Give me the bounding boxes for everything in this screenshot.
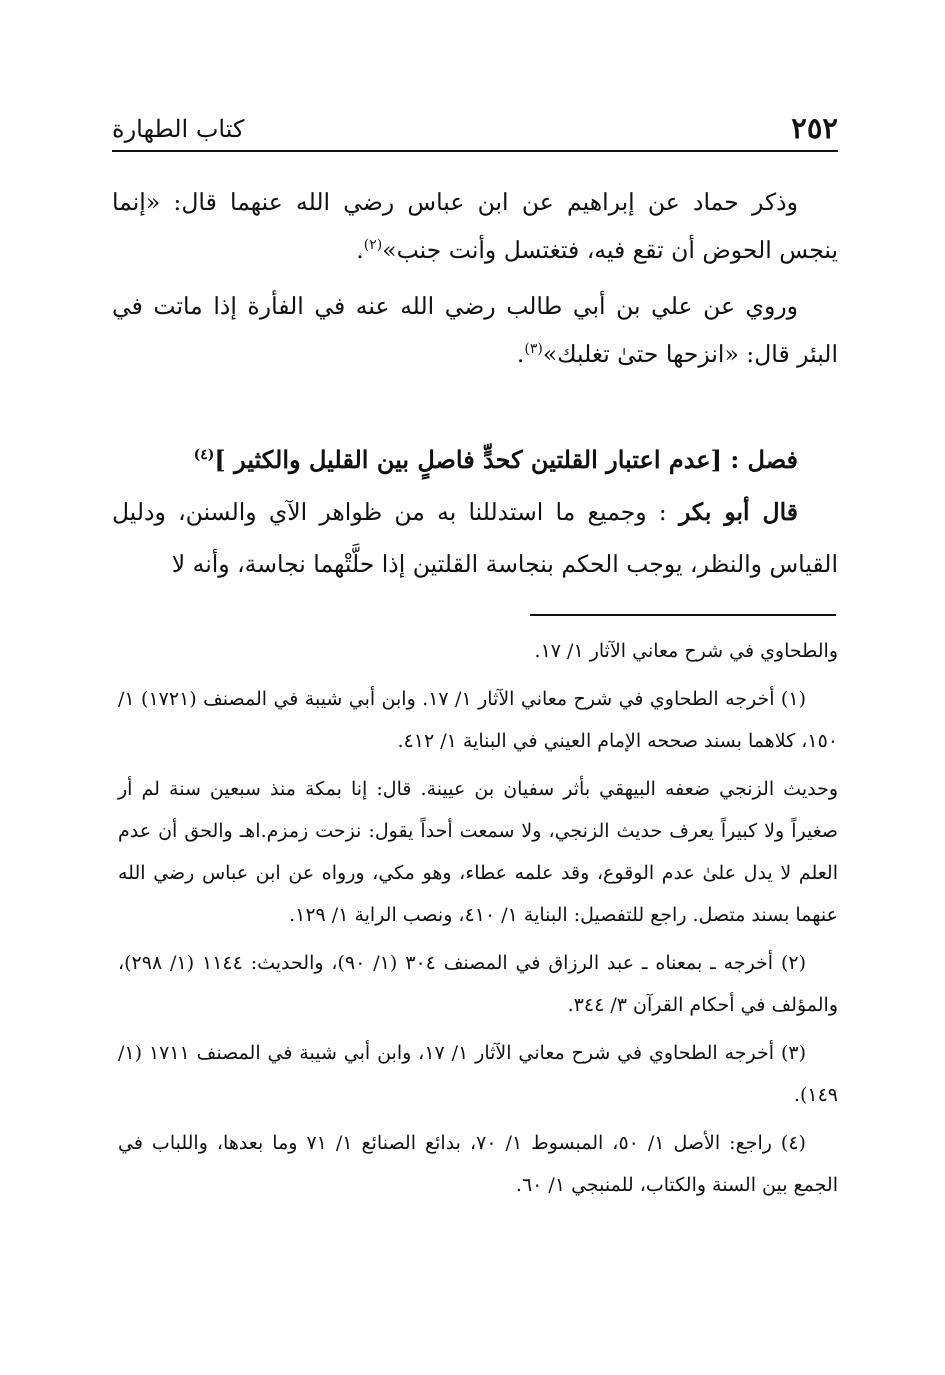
footnote-ref: (٣) [524,341,543,358]
footnote-continuation: والطحاوي في شرح معاني الآثار ١/ ١٧. [534,640,838,662]
section-heading [112,436,838,484]
paragraph-end: . [516,340,525,368]
main-text [112,178,838,378]
footnote-3: (٣) أخرجه الطحاوي في شرح معاني الآثار ١/ ١٧، وابن أبي شيبة في المصنف ١٧١١ (١/ ١٤٩). [118,1042,838,1106]
page-header [112,108,838,152]
paragraph-ali [112,282,838,378]
running-head: كتاب الطهارة [112,115,245,143]
paragraph-text: وروي عن علي بن أبي طالب رضي الله عنه في الفأرة إذا ماتت في البئر قال: «انزحها حتىٰ تغلبك» [112,292,838,368]
paragraph-hammad [112,178,838,274]
footnote-1: (١) أخرجه الطحاوي في شرح معاني الآثار ١/ ١٧. وابن أبي شيبة في المصنف (١٧٢١) ١/ ١٥٠، كلاهما بسند صححه الإمام العيني في البناية ١/ ٤١٢. [118,688,838,752]
footnotes [118,630,838,1212]
footnote-4: (٤) راجع: الأصل ١/ ٥٠، المبسوط ١/ ٧٠، بدائع الصنائع ١/ ٧١ وما بعدها، واللباب في الجمع بين السنة والكتاب، للمنبجي ١/ ٦٠. [118,1132,838,1196]
speaker-lead: قال أبو بكر [678,498,798,526]
page-number: ٢٥٢ [791,111,838,145]
footnote-ref: (٤) [193,447,215,463]
footnote-rule [530,614,836,616]
footnote-2: (٢) أخرجه ـ بمعناه ـ عبد الرزاق في المصنف ٣٠٤ (١/ ٩٠)، والحديث: ١١٤٤ (١/ ٢٩٨)، والمؤلف في أحكام القرآن ٣/ ٣٤٤. [118,952,838,1016]
section-body [112,486,838,590]
header-rule [112,150,838,152]
footnote-1-detail: وحديث الزنجي ضعفه البيهقي بأثر سفيان بن عيينة. قال: إنا بمكة منذ سبعين سنة لم أر صغيراً ولا كبيراً يعرف حديث الزنجي، ولا سمعت أحداً يقول: نزحت زمزم.اهـ والحق أن عدم العلم لا يدل علىٰ عدم الوقوع، وقد علمه عطاء، وهو مكي، ورواه عن ابن عباس رضي الله عنهما بسند متصل. راجع للتفصيل: البناية ١/ ٤١٠، ونصب الراية ١/ ١٢٩. [118,778,838,926]
section-heading-text: فصل : [عدم اعتبار القلتين كحدٍّ فاصلٍ بين القليل والكثير ] [214,445,798,474]
footnote-ref: (٢) [363,237,383,254]
section-body-text: : وجميع ما استدللنا به من ظواهر الآي والسنن، ودليل القياس والنظر، يوجب الحكم بنجاسة القلتين إذا حلَّتْهما نجاسة، وأنه لا [112,498,838,578]
paragraph-text: وذكر حماد عن إبراهيم عن ابن عباس رضي الله عنهما قال: «إنما ينجس الحوض أن تقع فيه، فتغتسل وأنت جنب» [112,188,838,264]
section-qullatayn [112,436,838,614]
paragraph-end: . [356,236,364,264]
